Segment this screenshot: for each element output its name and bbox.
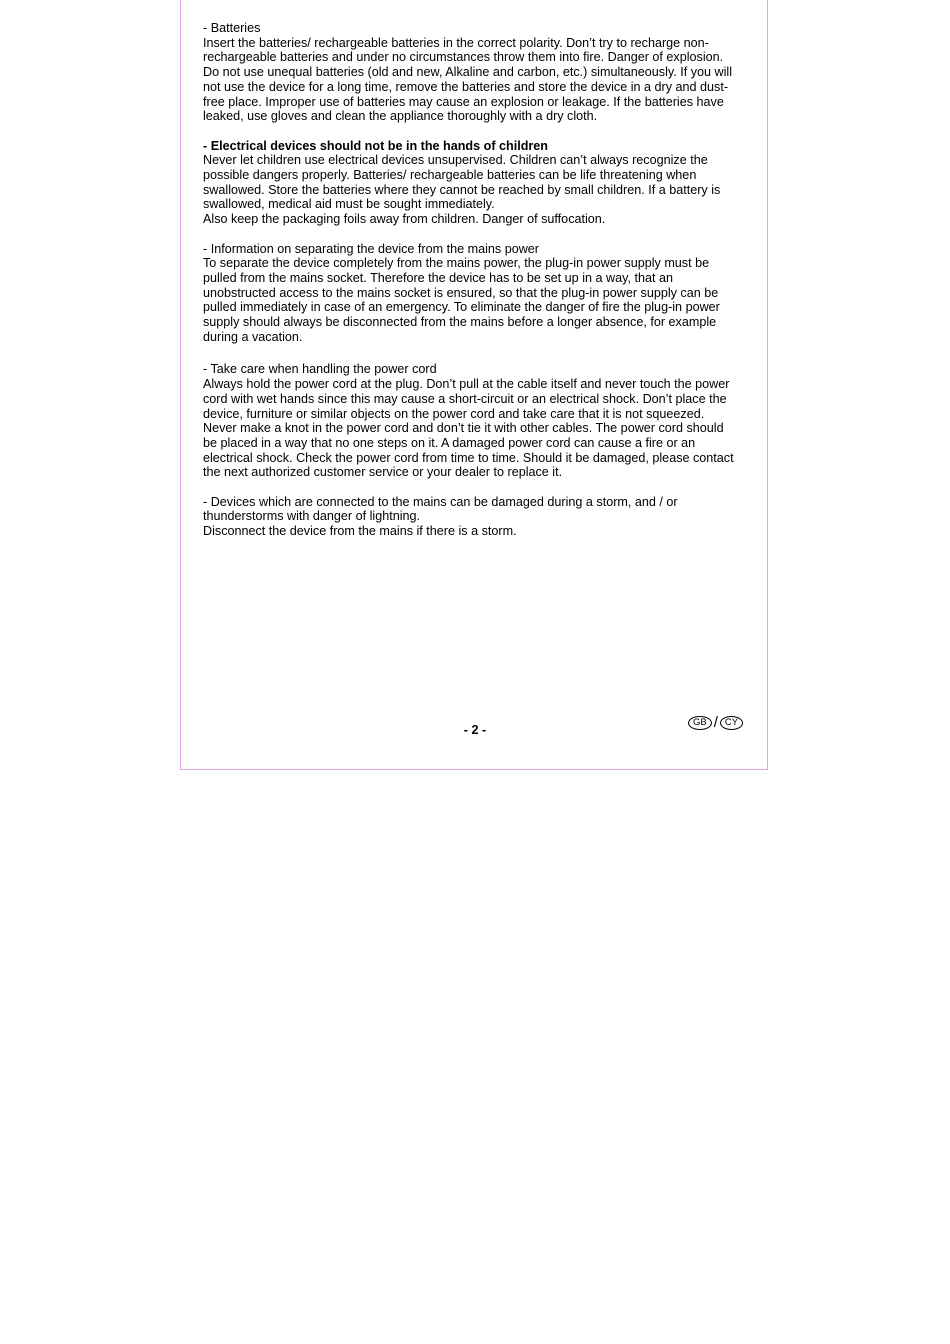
section-children-safety <box>203 139 748 227</box>
lang-badge-cy: CY <box>720 716 743 730</box>
text-line: Never let children use electrical devices unsupervised. Children can’t always recognize the <box>203 153 708 168</box>
text-line: electrical shock. Check the power cord from time to time. Should it be damaged, please contact <box>203 450 734 465</box>
text-line: rechargeable batteries and under no circumstances throw them into fire. Danger of explosion. <box>203 50 724 65</box>
text-line: swallowed. Store the batteries where they cannot be reached by small children. If a battery is <box>203 182 721 197</box>
text-line: Do not use unequal batteries (old and new, Alkaline and carbon, etc.) simultaneously. If you will <box>203 65 733 80</box>
text-line: cord with wet hands since this may cause a short-circuit or an electrical shock. Don’t place the <box>203 391 727 406</box>
section-heading: - Batteries <box>203 21 261 35</box>
text-line: not use the device for a long time, remove the batteries and store the device in a dry and dust- <box>203 79 729 94</box>
text-line: Never make a knot in the power cord and don’t tie it with other cables. The power cord should <box>203 421 724 436</box>
section-storm <box>203 495 748 539</box>
text-line: during a vacation. <box>203 329 303 344</box>
section-heading: - Devices which are connected to the mains can be damaged during a storm, and / or <box>203 494 678 509</box>
text-line: thunderstorms with danger of lightning. <box>203 509 421 524</box>
lang-separator: / <box>713 714 718 731</box>
text-line: To separate the device completely from the mains power, the plug-in power supply must be <box>203 256 710 271</box>
text-line: supply should always be disconnected from the mains before a longer absence, for example <box>203 315 717 330</box>
text-line: leaked, use gloves and clean the appliance thoroughly with a dry cloth. <box>203 109 598 124</box>
text-line: Always hold the power cord at the plug. Don’t pull at the cable itself and never touch the power <box>203 377 730 392</box>
language-badges <box>688 716 743 730</box>
text-line: swallowed, medical aid must be sought immediately. <box>203 197 495 212</box>
text-line: pulled from the mains socket. Therefore the device has to be set up in a way, that an <box>203 270 673 285</box>
text-line: the next authorized customer service or your dealer to replace it. <box>203 465 563 480</box>
text-line: Insert the batteries/ rechargeable batteries in the correct polarity. Don’t try to recharge non- <box>203 35 709 50</box>
text-line: Disconnect the device from the mains if there is a storm. <box>203 524 517 539</box>
section-heading: - Electrical devices should not be in the hands of children <box>203 138 548 153</box>
section-mains-separation <box>203 242 748 345</box>
lang-badge-gb: GB <box>688 716 712 730</box>
page-number: - 2 - <box>463 723 487 737</box>
text-line: possible dangers properly. Batteries/ rechargeable batteries can be life threatening when <box>203 168 697 183</box>
text-line: unobstructed access to the mains socket is ensured, so that the plug-in power supply can be <box>203 285 719 300</box>
document-body <box>203 21 748 554</box>
section-heading: - Information on separating the device from the mains power <box>203 241 540 256</box>
text-line: Also keep the packaging foils away from children. Danger of suffocation. <box>203 212 606 227</box>
text-line: be placed in a way that no one steps on it. A damaged power cord can cause a fire or an <box>203 435 696 450</box>
text-line: pulled immediately in case of an emergency. To eliminate the danger of fire the plug-in power <box>203 300 720 315</box>
section-heading: - Take care when handling the power cord <box>203 362 437 377</box>
section-batteries <box>203 21 748 124</box>
text-line: free place. Improper use of batteries may cause an explosion or leakage. If the batteries have <box>203 94 724 109</box>
section-power-cord <box>203 362 748 480</box>
text-line: device, furniture or similar objects on the power cord and take care that it is not squeezed. <box>203 406 705 421</box>
